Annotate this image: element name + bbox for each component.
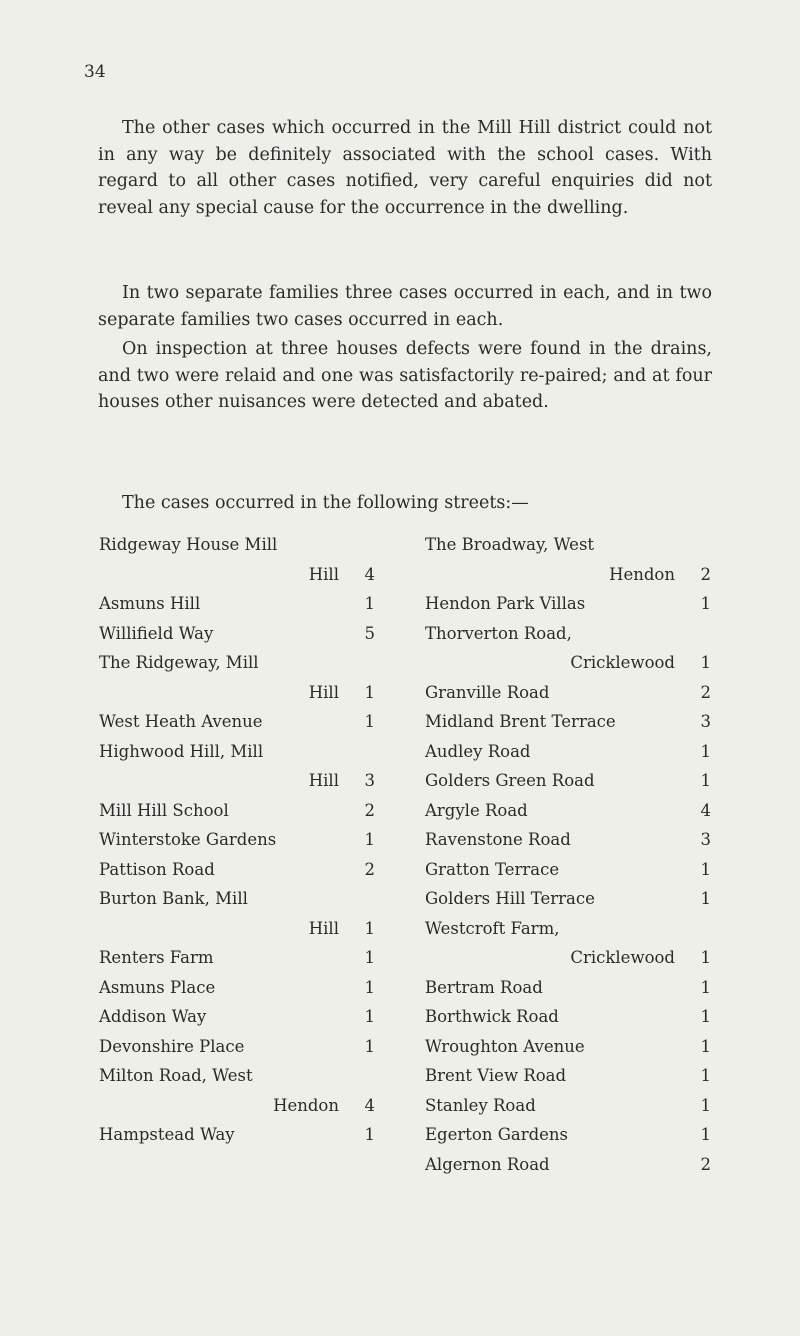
street-name: Willifield Way — [99, 623, 214, 643]
case-count: 1 — [700, 1125, 711, 1144]
case-count: 1 — [364, 977, 375, 997]
street-name: Stanley Road — [425, 1095, 536, 1115]
street-row — [99, 855, 375, 885]
street-row — [99, 1091, 375, 1121]
case-count: 1 — [364, 918, 375, 938]
street-row — [425, 855, 711, 885]
case-count: 1 — [700, 1066, 711, 1085]
case-count: 2 — [700, 1154, 711, 1174]
case-count: 1 — [364, 948, 375, 967]
street-name: Asmuns Hill — [99, 594, 201, 613]
paragraph-text: On inspection at three houses defects were found in the drains, and two were relaid and one was satisfactorily re-paired; and at four houses other nuisances were detected and abated. — [98, 339, 712, 412]
street-name: The Ridgeway, Mill — [99, 653, 259, 672]
street-row — [425, 1091, 711, 1121]
street-row — [99, 796, 375, 826]
street-row — [425, 589, 711, 619]
street-row — [425, 560, 711, 590]
street-name: Golders Hill Terrace — [425, 889, 595, 908]
case-count: 4 — [700, 800, 711, 820]
street-row — [99, 560, 375, 590]
street-name: Midland Brent Terrace — [425, 712, 616, 731]
streets-column-right — [425, 530, 711, 1179]
street-name: Hill — [308, 918, 339, 938]
street-name: Addison Way — [99, 1007, 207, 1026]
street-row — [99, 678, 375, 708]
street-row — [99, 973, 375, 1003]
case-count: 5 — [364, 623, 375, 643]
street-name: Wroughton Avenue — [425, 1036, 585, 1056]
paragraph-text: In two separate families three cases occurred in each, and in two separate families two cases occurred in each. — [98, 283, 712, 330]
case-count: 1 — [700, 948, 711, 967]
case-count: 1 — [700, 1095, 711, 1115]
street-row — [425, 943, 711, 973]
street-name: Hampstead Way — [99, 1125, 235, 1144]
street-name: Hendon — [273, 1095, 339, 1115]
street-name: Thorverton Road, — [425, 623, 572, 643]
street-row — [99, 1120, 375, 1150]
street-name: Milton Road, West — [99, 1066, 253, 1085]
street-name: Highwood Hill, Mill — [99, 741, 264, 761]
street-name: Golders Green Road — [425, 771, 595, 790]
street-name: Winterstoke Gardens — [99, 830, 277, 849]
street-name: Brent View Road — [425, 1066, 567, 1085]
case-count: 3 — [700, 712, 711, 731]
case-count: 1 — [700, 594, 711, 613]
street-row — [425, 1061, 711, 1091]
street-row — [425, 973, 711, 1003]
case-count: 2 — [364, 800, 375, 820]
street-row — [425, 766, 711, 796]
case-count: 1 — [700, 1036, 711, 1056]
case-count: 1 — [364, 712, 375, 731]
street-row — [425, 648, 711, 678]
street-row — [99, 1061, 375, 1091]
case-count: 1 — [700, 889, 711, 908]
case-count: 1 — [364, 1007, 375, 1026]
street-row — [99, 884, 375, 914]
street-name: Argyle Road — [425, 800, 528, 820]
streets-column-left — [99, 530, 375, 1150]
street-name: West Heath Avenue — [99, 712, 263, 731]
case-count: 2 — [700, 682, 711, 702]
case-count: 1 — [364, 830, 375, 849]
case-count: 3 — [364, 771, 375, 790]
street-row — [99, 737, 375, 767]
street-name: Hendon Park Villas — [425, 594, 586, 613]
street-name: The Broadway, West — [425, 535, 595, 554]
street-name: Westcroft Farm, — [425, 918, 560, 938]
paragraph-text: The other cases which occurred in the Mill Hill district could not in any way be definitely associated with the school cases. With regard to all other cases notified, very careful enquiries did not reveal any special cause for the occurrence in the dwelling. — [98, 118, 712, 218]
street-name: Burton Bank, Mill — [99, 889, 248, 908]
street-row — [425, 825, 711, 855]
case-count: 2 — [700, 564, 711, 584]
street-name: Pattison Road — [99, 859, 215, 879]
street-name: Devonshire Place — [99, 1036, 245, 1056]
paragraph-families — [98, 280, 712, 333]
street-row — [425, 796, 711, 826]
street-name: Hendon — [609, 564, 675, 584]
street-row — [425, 1150, 711, 1180]
street-row — [99, 530, 375, 560]
street-row — [99, 1002, 375, 1032]
street-row — [425, 1002, 711, 1032]
case-count: 1 — [700, 859, 711, 879]
case-count: 1 — [364, 1125, 375, 1144]
case-count: 1 — [364, 1036, 375, 1056]
street-row — [99, 1032, 375, 1062]
street-row — [99, 648, 375, 678]
street-name: Borthwick Road — [425, 1007, 559, 1026]
case-count: 1 — [700, 653, 711, 672]
street-name: Bertram Road — [425, 977, 543, 997]
street-row — [425, 619, 711, 649]
case-count: 1 — [364, 594, 375, 613]
street-name: Audley Road — [425, 741, 531, 761]
streets-intro — [98, 490, 712, 517]
case-count: 3 — [700, 830, 711, 849]
page-number: 34 — [84, 62, 106, 82]
street-name: Hill — [308, 564, 339, 584]
street-row — [99, 619, 375, 649]
street-name: Egerton Gardens — [425, 1125, 569, 1144]
street-row — [425, 737, 711, 767]
street-name: Cricklewood — [570, 948, 675, 967]
street-row — [425, 1120, 711, 1150]
street-row — [425, 530, 711, 560]
street-name: Mill Hill School — [99, 800, 229, 820]
street-row — [99, 766, 375, 796]
street-name: Hill — [308, 771, 339, 790]
street-name: Ridgeway House Mill — [99, 535, 278, 554]
street-row — [99, 914, 375, 944]
street-row — [425, 678, 711, 708]
street-row — [99, 825, 375, 855]
case-count: 1 — [700, 1007, 711, 1026]
case-count: 1 — [364, 682, 375, 702]
street-row — [425, 707, 711, 737]
case-count: 1 — [700, 741, 711, 761]
street-name: Granville Road — [425, 682, 550, 702]
case-count: 4 — [364, 1095, 375, 1115]
street-row — [425, 1032, 711, 1062]
street-row — [425, 914, 711, 944]
streets-intro-text: The cases occurred in the following streets:— — [122, 493, 529, 513]
paragraph-other-cases — [98, 115, 712, 221]
street-name: Algernon Road — [425, 1154, 550, 1174]
case-count: 2 — [364, 859, 375, 879]
case-count: 4 — [364, 564, 375, 584]
street-name: Hill — [308, 682, 339, 702]
case-count: 1 — [700, 771, 711, 790]
paragraph-inspection — [98, 336, 712, 416]
street-name: Cricklewood — [570, 653, 675, 672]
street-name: Gratton Terrace — [425, 859, 560, 879]
street-row — [99, 707, 375, 737]
street-row — [99, 589, 375, 619]
case-count: 1 — [700, 977, 711, 997]
street-name: Ravenstone Road — [425, 830, 571, 849]
street-row — [425, 884, 711, 914]
street-row — [99, 943, 375, 973]
street-name: Asmuns Place — [99, 977, 216, 997]
street-name: Renters Farm — [99, 948, 214, 967]
